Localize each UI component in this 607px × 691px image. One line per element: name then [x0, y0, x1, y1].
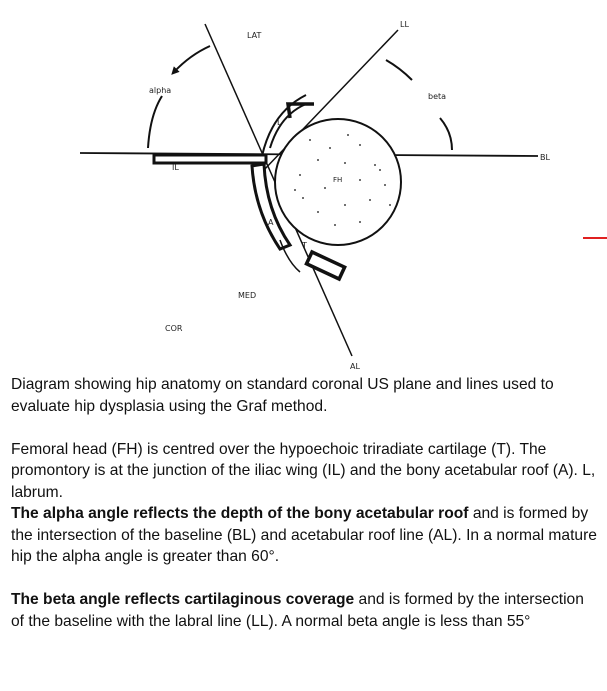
caption-intro: Diagram showing hip anatomy on standard coronal US plane and lines used to evaluate hip dysplasia using the Graf method. [11, 376, 554, 415]
label-l: L [277, 118, 282, 127]
alpha-rest-text: and is formed by the intersection of the baseline (BL) and acetabular roof line (AL). In a normal mature hip the alpha angle is greater than 60°. [11, 505, 597, 565]
beta-rest-text: and is formed by the intersection of the baseline with the labral line (LL). A normal beta angle is less than 55° [11, 591, 584, 630]
label-al: AL [350, 362, 360, 370]
caption-alpha-paragraph [11, 503, 601, 568]
label-cor: COR [165, 324, 183, 333]
alpha-angle-arc [148, 96, 162, 148]
beta-angle-arc-bottom [440, 118, 452, 150]
ischium-block [307, 252, 345, 279]
label-beta: beta [428, 92, 447, 101]
caption [11, 374, 601, 632]
label-a: A [268, 218, 274, 227]
label-t: T [302, 241, 307, 250]
label-il: IL [172, 163, 179, 172]
label-bl: BL [540, 153, 550, 162]
caption-para-1: Femoral head (FH) is centred over the hypoechoic triradiate cartilage (T). The promontory is at the junction of the iliac wing (IL) and the bony acetabular roof (A). L, labrum. [11, 440, 596, 501]
label-ll: LL [400, 20, 409, 29]
label-med: MED [238, 291, 257, 300]
label-fh: FH [333, 176, 343, 184]
beta-bold-text: The beta angle reflects cartilaginous coverage [11, 591, 355, 608]
alpha-angle-arrow [174, 46, 210, 72]
label-alpha: alpha [149, 86, 172, 95]
red-accent-mark [583, 237, 607, 239]
caption-beta-paragraph [11, 589, 601, 632]
iliac-wing-il [154, 155, 266, 163]
beta-angle-arc-top [386, 60, 412, 80]
alpha-bold-text: The alpha angle reflects the depth of the bony acetabular roof [11, 505, 469, 522]
label-lat: LAT [247, 31, 262, 40]
